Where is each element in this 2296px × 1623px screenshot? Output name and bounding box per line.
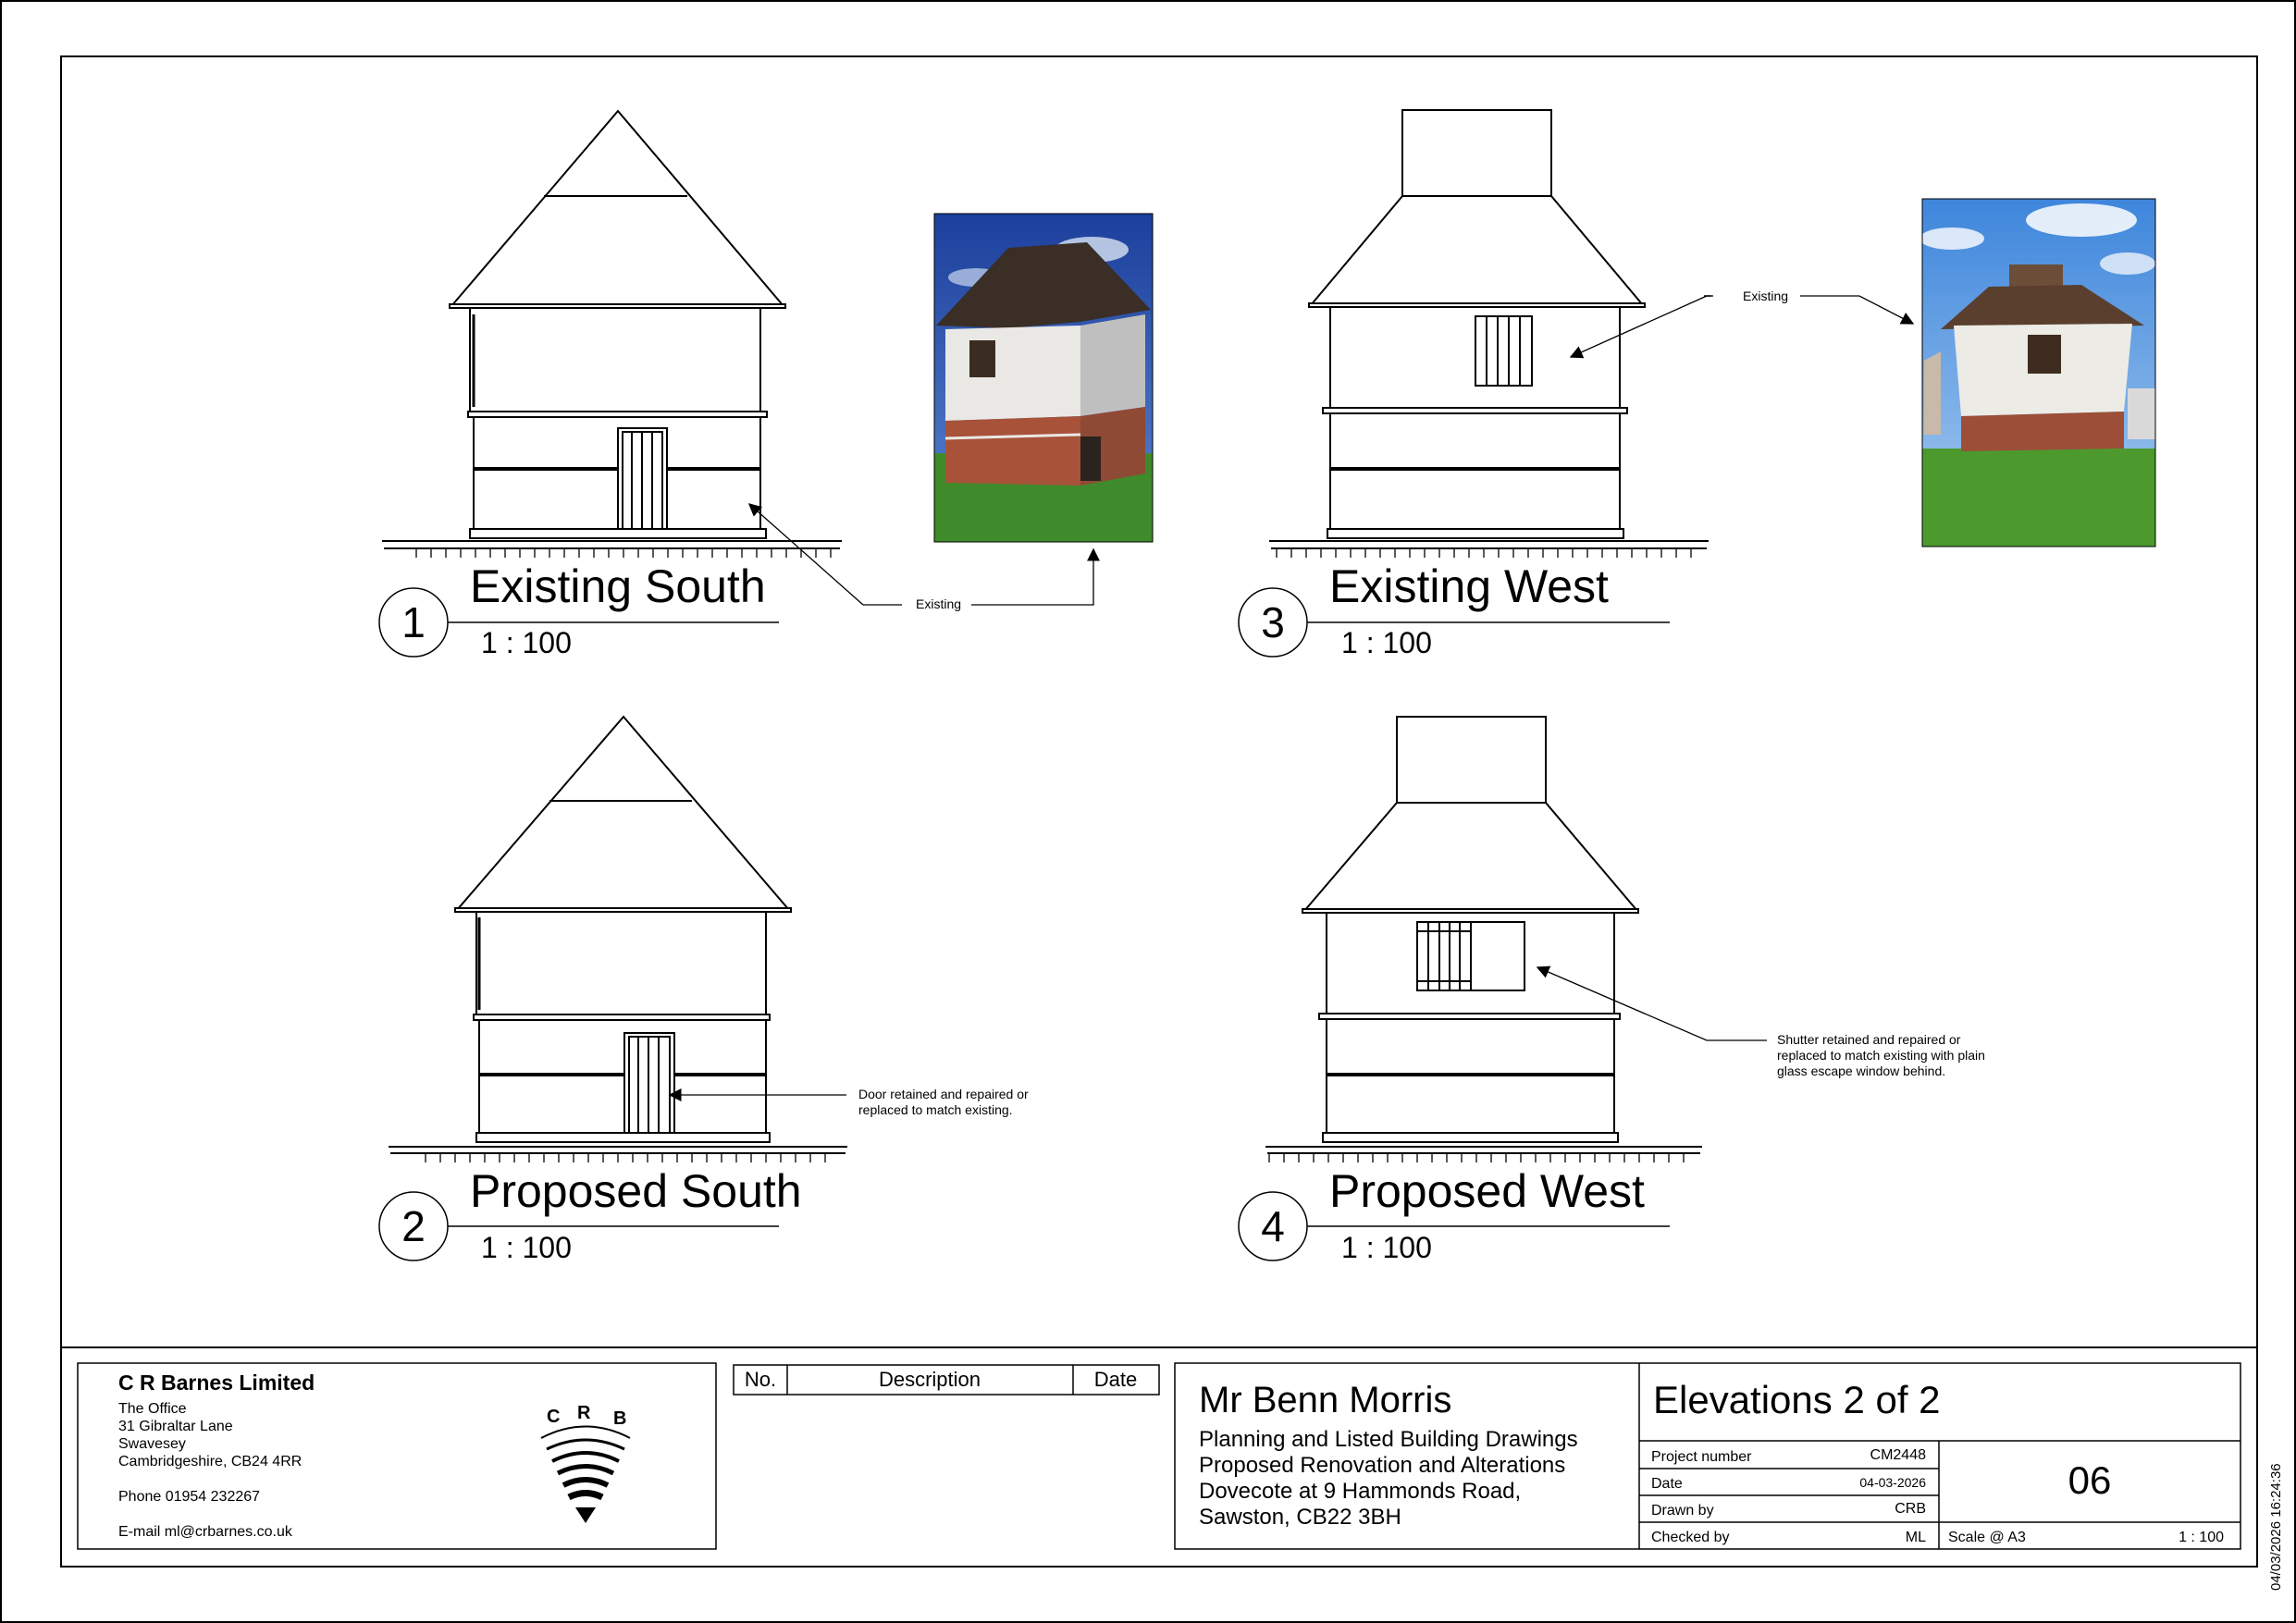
view-2-title: Proposed South <box>470 1165 802 1217</box>
view-1-title: Existing South <box>470 560 766 612</box>
project-line-4: Sawston, CB22 3BH <box>1199 1505 1401 1530</box>
view-4-number: 4 <box>1261 1202 1285 1250</box>
project-line-2: Proposed Renovation and Alterations <box>1199 1453 1566 1478</box>
field-checked-by-value: ML <box>1905 1530 1926 1545</box>
logo-letter-r: R <box>577 1403 591 1423</box>
view-2-number: 2 <box>401 1202 426 1250</box>
field-drawn-by-label: Drawn by <box>1651 1503 1714 1518</box>
scale-label: Scale @ A3 <box>1948 1530 2026 1545</box>
revisions-header-no: No. <box>744 1368 777 1391</box>
company-name: C R Barnes Limited <box>118 1371 315 1395</box>
view-3-scale: 1 : 100 <box>1341 626 1432 659</box>
view-2-scale: 1 : 100 <box>481 1231 572 1264</box>
elevation-proposed-west <box>1265 717 1702 1162</box>
revisions-header-description: Description <box>878 1368 981 1391</box>
view-1-scale: 1 : 100 <box>481 626 572 659</box>
elevation-existing-south <box>382 111 842 558</box>
company-phone: Phone 01954 232267 <box>118 1489 261 1505</box>
company-email: E-mail ml@crbarnes.co.uk <box>118 1524 292 1540</box>
photo-existing-south <box>934 214 1153 542</box>
client-name: Mr Benn Morris <box>1199 1380 1452 1420</box>
note-existing-west: Existing <box>1743 289 1789 303</box>
field-date-label: Date <box>1651 1476 1683 1492</box>
logo-letter-b: B <box>613 1408 627 1429</box>
company-address-2: 31 Gibraltar Lane <box>118 1419 233 1434</box>
field-checked-by-label: Checked by <box>1651 1530 1730 1545</box>
field-project-number-value: CM2448 <box>1870 1447 1926 1463</box>
view-4-scale: 1 : 100 <box>1341 1231 1432 1264</box>
view-3-number: 3 <box>1261 598 1285 646</box>
note-shutter-line-3: glass escape window behind. <box>1777 1064 1946 1078</box>
note-existing-south: Existing <box>916 596 962 611</box>
photo-existing-west <box>1920 199 2155 547</box>
note-shutter-line-2: replaced to match existing with plain <box>1777 1048 1985 1063</box>
revisions-header-date: Date <box>1093 1368 1138 1391</box>
company-logo <box>541 1403 630 1523</box>
view-3-title: Existing West <box>1329 560 1609 612</box>
elevation-proposed-south <box>389 717 847 1162</box>
scale-value: 1 : 100 <box>2179 1530 2224 1545</box>
note-door-line-1: Door retained and repaired or <box>858 1087 1029 1101</box>
company-address-4: Cambridgeshire, CB24 4RR <box>118 1454 302 1469</box>
note-door-line-2: replaced to match existing. <box>858 1102 1013 1117</box>
company-address-1: The Office <box>118 1401 187 1417</box>
elevation-existing-west <box>1269 110 1709 558</box>
field-project-number-label: Project number <box>1651 1449 1752 1465</box>
logo-letter-c: C <box>547 1407 561 1427</box>
view-4-title: Proposed West <box>1329 1165 1645 1217</box>
note-shutter-line-1: Shutter retained and repaired or <box>1777 1032 1961 1047</box>
print-timestamp: 04/03/2026 16:24:36 <box>2268 1463 2284 1591</box>
field-date-value: 04-03-2026 <box>1859 1475 1926 1490</box>
company-address-3: Swavesey <box>118 1436 186 1452</box>
sheet-number: 06 <box>2068 1458 2112 1502</box>
leader-shutter <box>1537 967 1767 1040</box>
project-line-1: Planning and Listed Building Drawings <box>1199 1427 1578 1452</box>
project-line-3: Dovecote at 9 Hammonds Road, <box>1199 1479 1522 1504</box>
sheet-title: Elevations 2 of 2 <box>1653 1378 1941 1421</box>
field-drawn-by-value: CRB <box>1895 1501 1926 1517</box>
view-1-number: 1 <box>401 598 426 646</box>
